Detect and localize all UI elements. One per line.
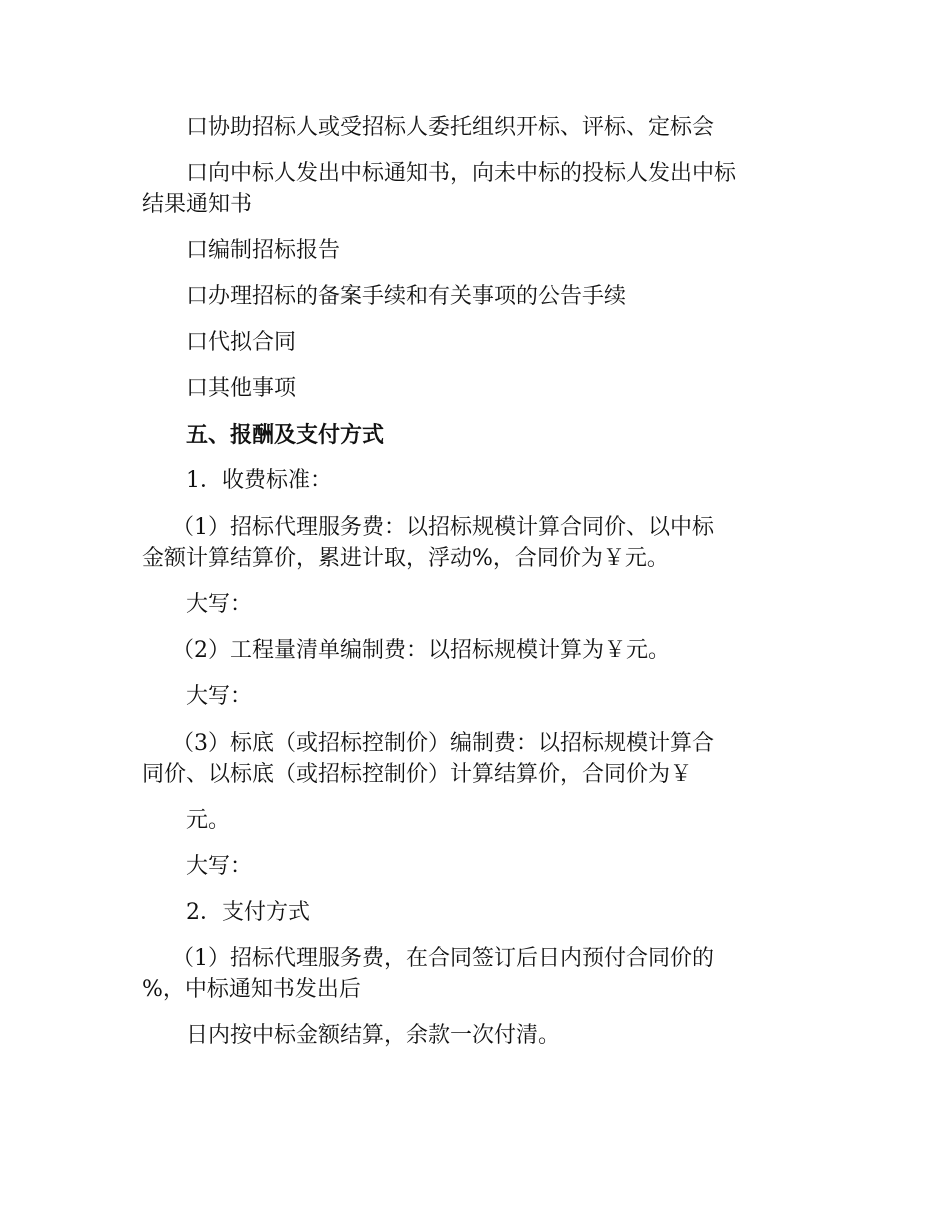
pay1-line1: （1）招标代理服务费，在合同签订后日内预付合同价的 bbox=[172, 946, 714, 971]
service-item-other-matters: 口其他事项 bbox=[186, 376, 297, 401]
service-item-bid-report: 口编制招标报告 bbox=[186, 238, 341, 263]
fee3-daxie: 大写： bbox=[186, 854, 253, 879]
fee1-line1: （1）招标代理服务费：以招标规模计算合同价、以中标 bbox=[172, 515, 714, 540]
fee3-line1: （3）标底（或招标控制价）编制费：以招标规模计算合 bbox=[172, 731, 714, 756]
fee2-line: （2）工程量清单编制费：以招标规模计算为￥元。 bbox=[172, 638, 670, 663]
service-item-organize-bid-opening: 口协助招标人或受招标人委托组织开标、评标、定标会 bbox=[186, 115, 715, 140]
service-item-filing-procedures: 口办理招标的备案手续和有关事项的公告手续 bbox=[186, 284, 627, 309]
fee-standard-heading: 1．收费标准： bbox=[186, 468, 332, 493]
service-item-issue-notices: 口向中标人发出中标通知书，向未中标的投标人发出中标 bbox=[186, 161, 737, 186]
service-item-draft-contract: 口代拟合同 bbox=[186, 330, 297, 355]
fee1-daxie: 大写： bbox=[186, 592, 253, 617]
section-title-payment: 五、报酬及支付方式 bbox=[186, 422, 385, 448]
fee1-line2: 金额计算结算价，累进计取，浮动%，合同价为￥元。 bbox=[142, 546, 669, 571]
fee3-line2: 同价、以标底（或招标控制价）计算结算价，合同价为￥ bbox=[142, 762, 693, 787]
fee3-line3: 元。 bbox=[186, 808, 231, 833]
pay1-line3: 日内按中标金额结算，余款一次付清。 bbox=[186, 1023, 561, 1048]
pay1-line2: %，中标通知书发出后 bbox=[142, 977, 361, 1002]
service-item-issue-notices-continued: 结果通知书 bbox=[142, 192, 253, 217]
payment-method-heading: 2．支付方式 bbox=[186, 900, 310, 925]
fee2-daxie: 大写： bbox=[186, 684, 253, 709]
